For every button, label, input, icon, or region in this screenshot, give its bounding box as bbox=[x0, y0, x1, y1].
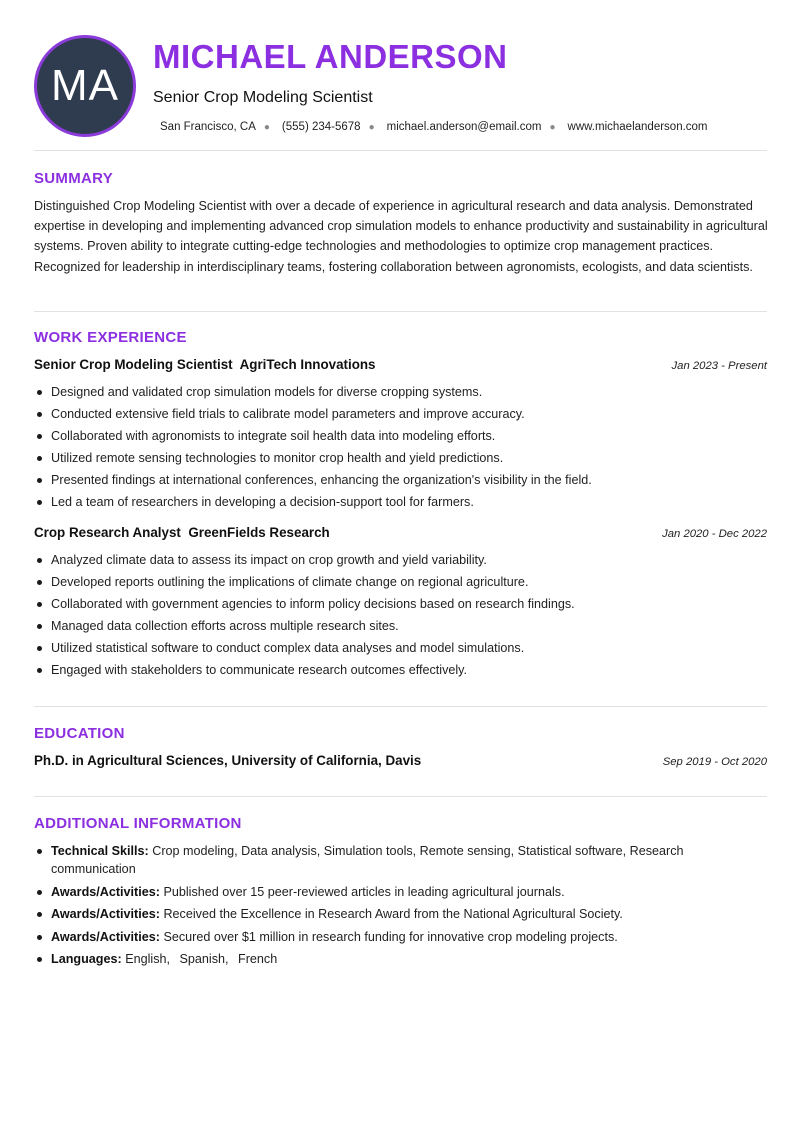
additional-heading: ADDITIONAL INFORMATION bbox=[34, 815, 242, 832]
job-header bbox=[34, 357, 767, 372]
separator-dot-icon: ● bbox=[549, 121, 556, 133]
award-text: Published over 15 peer-reviewed articles in leading agricultural journals. bbox=[163, 884, 565, 899]
job-bullets bbox=[34, 381, 767, 514]
award-item bbox=[34, 928, 767, 946]
award-item bbox=[34, 905, 767, 923]
language: Spanish, bbox=[179, 952, 229, 966]
award-label: Awards/Activities: bbox=[51, 907, 160, 921]
award-label: Awards/Activities: bbox=[51, 929, 160, 944]
summary-text: Distinguished Crop Modeling Scientist with over a decade of experience in agricultural research and data analysis. Demonstrated expertise in developing and implementing advanced crop simulation models to enhance productivity and sustainability in agricultural systems. Proven ability to integrate cutting-edge technologies and methodologies to optimize crop management practices. Recognized for leadership in interdisciplinary teams, fostering collaboration between agronomists, ecologists, and data scientists. bbox=[34, 199, 768, 274]
avatar bbox=[34, 35, 136, 137]
skills-item bbox=[34, 842, 767, 878]
candidate-name: MICHAEL ANDERSON bbox=[153, 38, 508, 75]
separator-dot-icon: ● bbox=[368, 121, 375, 133]
education-degree: Ph.D. in Agricultural Sciences, University of California, Davis bbox=[34, 753, 422, 768]
divider bbox=[34, 150, 767, 151]
job-title: Senior Crop Modeling Scientist bbox=[34, 357, 233, 372]
list-item: Led a team of researchers in developing a decision-support tool for farmers. bbox=[34, 491, 767, 513]
summary-heading: SUMMARY bbox=[34, 170, 114, 187]
list-item: Managed data collection efforts across multiple research sites. bbox=[34, 615, 767, 637]
language: English, bbox=[125, 952, 170, 966]
languages-label: Languages: bbox=[51, 952, 122, 966]
job-title-line bbox=[34, 357, 376, 372]
job-title: Crop Research Analyst bbox=[34, 525, 181, 540]
job-bullets bbox=[34, 549, 767, 682]
job-company: GreenFields Research bbox=[188, 525, 330, 540]
award-item bbox=[34, 883, 767, 901]
job-title-line bbox=[34, 525, 330, 540]
experience-heading: WORK EXPERIENCE bbox=[34, 329, 187, 346]
candidate-title: Senior Crop Modeling Scientist bbox=[153, 89, 373, 106]
award-label: Awards/Activities: bbox=[51, 884, 160, 899]
list-item: Designed and validated crop simulation models for diverse cropping systems. bbox=[34, 381, 767, 403]
education-entry bbox=[34, 753, 767, 768]
contact-website[interactable]: www.michaelanderson.com bbox=[567, 121, 708, 133]
award-text: Received the Excellence in Research Award from the National Agricultural Society. bbox=[163, 907, 623, 921]
contact-phone: (555) 234-5678 bbox=[281, 121, 361, 133]
job-header bbox=[34, 525, 767, 540]
award-text: Secured over $1 million in research funding for innovative crop modeling projects. bbox=[163, 929, 618, 944]
list-item: Collaborated with agronomists to integrate soil health data into modeling efforts. bbox=[34, 425, 767, 447]
list-item: Presented findings at international conferences, enhancing the organization's visibility in the field. bbox=[34, 469, 767, 491]
contact-line bbox=[160, 121, 708, 133]
divider bbox=[34, 796, 767, 797]
list-item: Conducted extensive field trials to calibrate model parameters and improve accuracy. bbox=[34, 403, 767, 425]
job-company: AgriTech Innovations bbox=[239, 357, 376, 372]
contact-email[interactable]: michael.anderson@email.com bbox=[386, 121, 542, 133]
list-item: Utilized statistical software to conduct complex data analyses and model simulations. bbox=[34, 637, 767, 659]
list-item: Developed reports outlining the implications of climate change on regional agriculture. bbox=[34, 571, 767, 593]
contact-location: San Francisco, CA bbox=[160, 121, 256, 133]
education-heading: EDUCATION bbox=[34, 725, 125, 742]
list-item: Collaborated with government agencies to inform policy decisions based on research findings. bbox=[34, 593, 767, 615]
list-item: Analyzed climate data to assess its impact on crop growth and yield variability. bbox=[34, 549, 767, 571]
avatar-initials: MA bbox=[51, 61, 119, 110]
additional-list bbox=[34, 842, 767, 973]
job-dates: Jan 2020 - Dec 2022 bbox=[662, 528, 767, 540]
language: French bbox=[238, 952, 278, 966]
skills-label: Technical Skills: bbox=[51, 844, 149, 858]
list-item: Utilized remote sensing technologies to monitor crop health and yield predictions. bbox=[34, 447, 767, 469]
divider bbox=[34, 311, 767, 312]
divider bbox=[34, 706, 767, 707]
education-dates: Sep 2019 - Oct 2020 bbox=[662, 756, 767, 768]
job-dates: Jan 2023 - Present bbox=[671, 360, 767, 372]
skills-text: Crop modeling, Data analysis, Simulation tools, Remote sensing, Statistical software, Research communication bbox=[51, 844, 684, 876]
languages-item bbox=[34, 950, 767, 968]
list-item: Engaged with stakeholders to communicate research outcomes effectively. bbox=[34, 659, 767, 681]
separator-dot-icon: ● bbox=[263, 121, 270, 133]
